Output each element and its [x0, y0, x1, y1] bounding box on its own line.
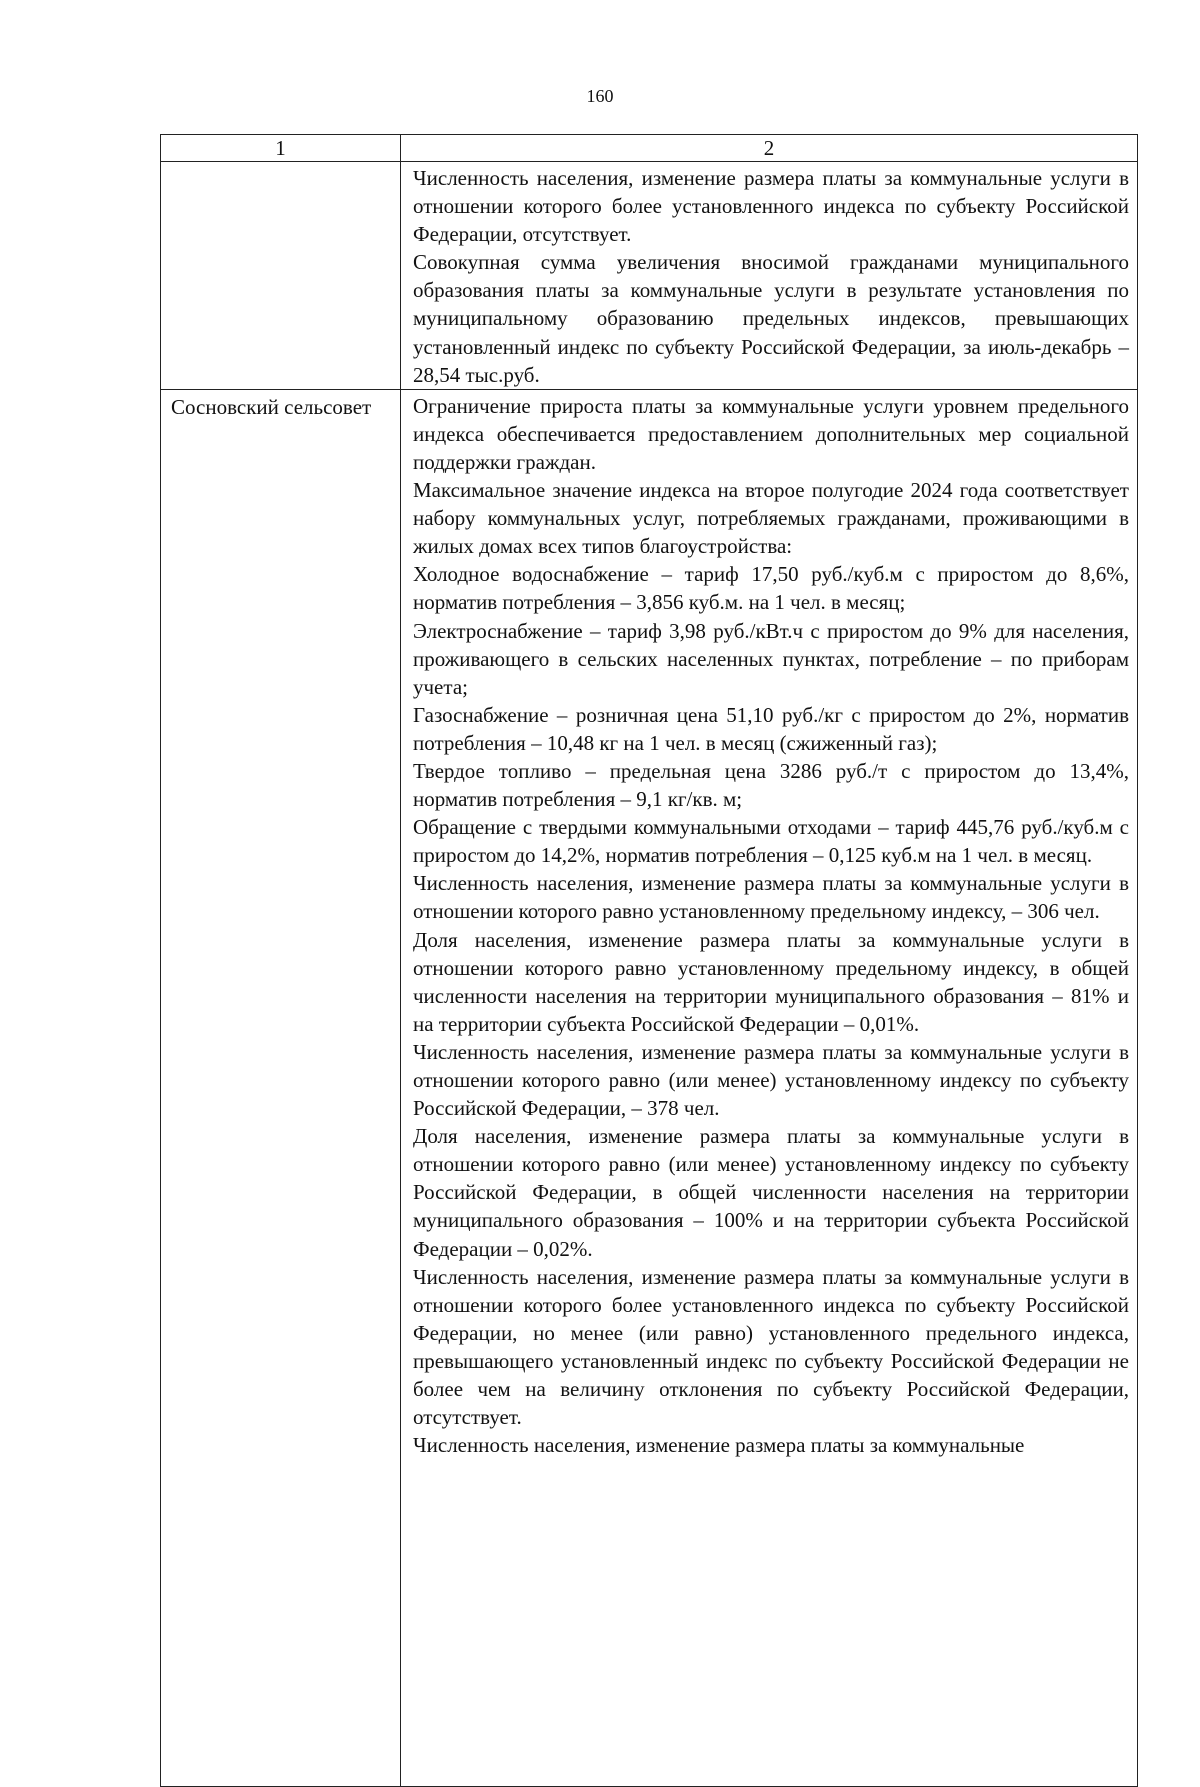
- paragraph: Численность населения, изменение размера платы за коммунальные услуги в отношении которого равно (или менее) установленному индексу по субъекту Российской Федерации, – 378 чел.: [413, 1039, 1129, 1121]
- description-cell: [401, 162, 1138, 390]
- data-table: [160, 134, 1138, 1787]
- municipality-cell: [161, 162, 401, 390]
- paragraph: Численность населения, изменение размера платы за коммунальные услуги в отношении которого более установленного индекса по субъекту Российской Федерации, но менее (или равно) установленного предельного индекса, превышающего установленный индекс по субъекту Российской Федерации не более чем на величину отклонения по субъекту Российской Федерации, отсутствует.: [413, 1264, 1129, 1430]
- table-header-row: [161, 135, 1138, 162]
- paragraph: Электроснабжение – тариф 3,98 руб./кВт.ч с приростом до 9% для населения, проживающего в сельских населенных пунктах, потребление – по приборам учета;: [413, 618, 1129, 699]
- paragraph: Обращение с твердыми коммунальными отходами – тариф 445,76 руб./куб.м с приростом до 14,2%, норматив потребления – 0,125 куб.м на 1 чел. в месяц.: [413, 815, 1129, 868]
- paragraph: Холодное водоснабжение – тариф 17,50 руб./куб.м с приростом до 8,6%, норматив потребления – 3,856 куб.м. на 1 чел. в месяц;: [413, 562, 1129, 615]
- paragraph: Численность населения, изменение размера платы за коммунальные: [413, 1433, 1025, 1458]
- paragraph: Твердое топливо – предельная цена 3286 руб./т с приростом до 13,4%, норматив потребления – 9,1 кг/кв. м;: [413, 758, 1129, 812]
- paragraph: Численность населения, изменение размера платы за коммунальные услуги в отношении которого равно установленному предельному индексу, – 306 чел.: [413, 871, 1129, 924]
- municipality-cell: Сосновский сельсовет: [161, 389, 401, 1786]
- table-row: [161, 389, 1138, 1786]
- column-header-1: 1: [161, 135, 401, 162]
- paragraph: Доля населения, изменение размера платы за коммунальные услуги в отношении которого равно установленному предельному индексу, в общей численности населения на территории муниципального образования – 81% и на территории субъекта Российской Федерации – 0,01%.: [413, 927, 1129, 1036]
- description-cell: [401, 389, 1138, 1786]
- paragraph: Максимальное значение индекса на второе полугодие 2024 года соответствует набору коммунальных услуг, потребляемых гражданами, проживающими в жилых домах всех типов благоустройства:: [413, 478, 1129, 559]
- table-row: [161, 162, 1138, 390]
- column-header-2: 2: [401, 135, 1138, 162]
- paragraph: Совокупная сумма увеличения вносимой гражданами муниципального образования платы за коммунальные услуги в результате установления по муниципальному образованию предельных индексов, превышающих установленный индекс по субъекту Российской Федерации, за июль-декабрь – 28,54 тыс.руб.: [413, 250, 1129, 387]
- paragraph: Численность населения, изменение размера платы за коммунальные услуги в отношении которого более установленного индекса по субъекту Российской Федерации, отсутствует.: [413, 166, 1129, 247]
- paragraph: Ограничение прироста платы за коммунальные услуги уровнем предельного индекса обеспечивается предоставлением дополнительных мер социальной поддержки граждан.: [413, 393, 1129, 474]
- paragraph: Доля населения, изменение размера платы за коммунальные услуги в отношении которого равно (или менее) установленному индексу по субъекту Российской Федерации, в общей численности населения на территории муниципального образования – 100% и на территории субъекта Российской Федерации – 0,02%.: [413, 1124, 1129, 1261]
- paragraph: Газоснабжение – розничная цена 51,10 руб./кг с приростом до 2%, норматив потребления – 10,48 кг на 1 чел. в месяц (сжиженный газ);: [413, 702, 1129, 755]
- page-number: 160: [586, 86, 614, 106]
